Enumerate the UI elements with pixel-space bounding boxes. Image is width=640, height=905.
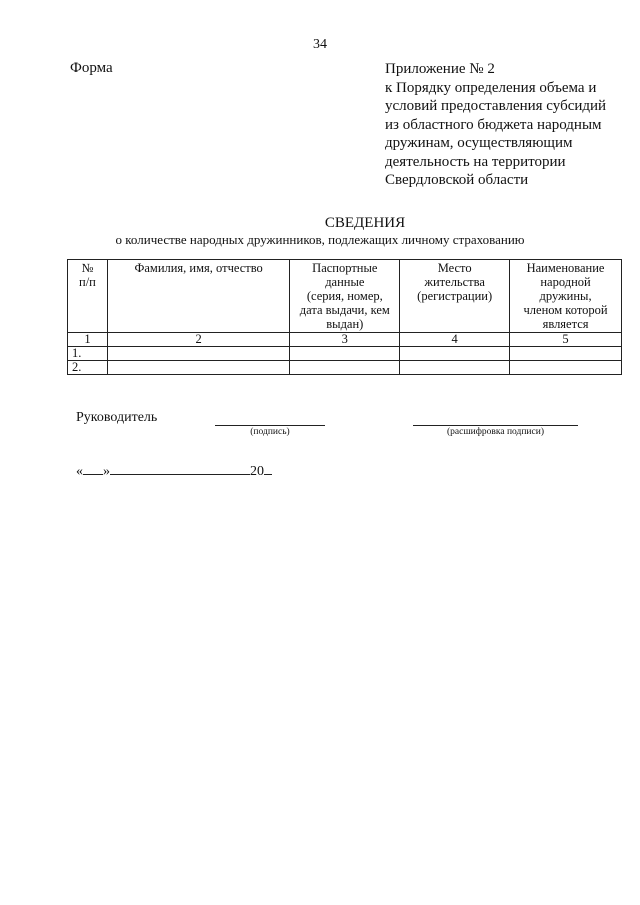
- header-passport: Паспортные данные (серия, номер, дата выдачи, кем выдан): [290, 260, 400, 333]
- appendix-line: дружинам, осуществляющим: [385, 135, 573, 151]
- date-open-quote: «: [76, 464, 83, 479]
- appendix-line: деятельность на территории: [385, 153, 566, 170]
- document-subtitle: о количестве народных дружинников, подлежащих личному страхованию: [115, 232, 525, 247]
- table-row: [68, 347, 622, 361]
- year-blank: [264, 461, 272, 475]
- page-number: 34: [313, 37, 327, 52]
- appendix-line: Приложение № 2: [385, 61, 495, 77]
- table-cell: [510, 347, 622, 361]
- column-number: 3: [290, 333, 400, 347]
- document-title: СВЕДЕНИЯ: [324, 215, 406, 231]
- appendix-line: из областного бюджета народным: [385, 116, 602, 133]
- column-number: 5: [510, 333, 622, 347]
- appendix-line: к Порядку определения объема и: [385, 79, 597, 96]
- month-blank: [110, 461, 250, 475]
- header-full-name: Фамилия, имя, отчество: [107, 260, 289, 333]
- table-row: [68, 361, 622, 375]
- table-cell: [400, 347, 510, 361]
- header-residence: Место жительства (регистрации): [400, 260, 510, 333]
- header-number: № п/п: [68, 260, 108, 333]
- signer-label: Руководитель: [76, 410, 158, 425]
- appendix-block: [385, 60, 630, 190]
- form-label: Форма: [70, 60, 113, 76]
- appendix-line: Свердловской области: [385, 172, 529, 188]
- table-cell: [107, 361, 289, 375]
- appendix-line: условий предоставления субсидий: [385, 98, 607, 114]
- table-cell: [290, 361, 400, 375]
- data-table: [67, 259, 622, 375]
- year-prefix: 20: [250, 464, 264, 479]
- day-blank: [83, 461, 103, 475]
- table-header-row: [68, 260, 622, 333]
- column-number: 4: [400, 333, 510, 347]
- date-close-quote: »: [103, 464, 110, 479]
- table-cell: [290, 347, 400, 361]
- table-cell: [107, 347, 289, 361]
- header-squad-name: Наименование народной дружины, членом которой является: [510, 260, 622, 333]
- column-number: 2: [107, 333, 289, 347]
- signature-caption: (подпись): [250, 427, 290, 437]
- table-cell: 2.: [68, 361, 108, 375]
- decoding-caption: (расшифровка подписи): [447, 427, 544, 437]
- table-cell: [510, 361, 622, 375]
- signature-line: [215, 425, 325, 426]
- table-cell: 1.: [68, 347, 108, 361]
- column-number: 1: [68, 333, 108, 347]
- date-line: [76, 461, 272, 480]
- table-cell: [400, 361, 510, 375]
- decoding-line: [413, 425, 578, 426]
- column-numbers-row: [68, 333, 622, 347]
